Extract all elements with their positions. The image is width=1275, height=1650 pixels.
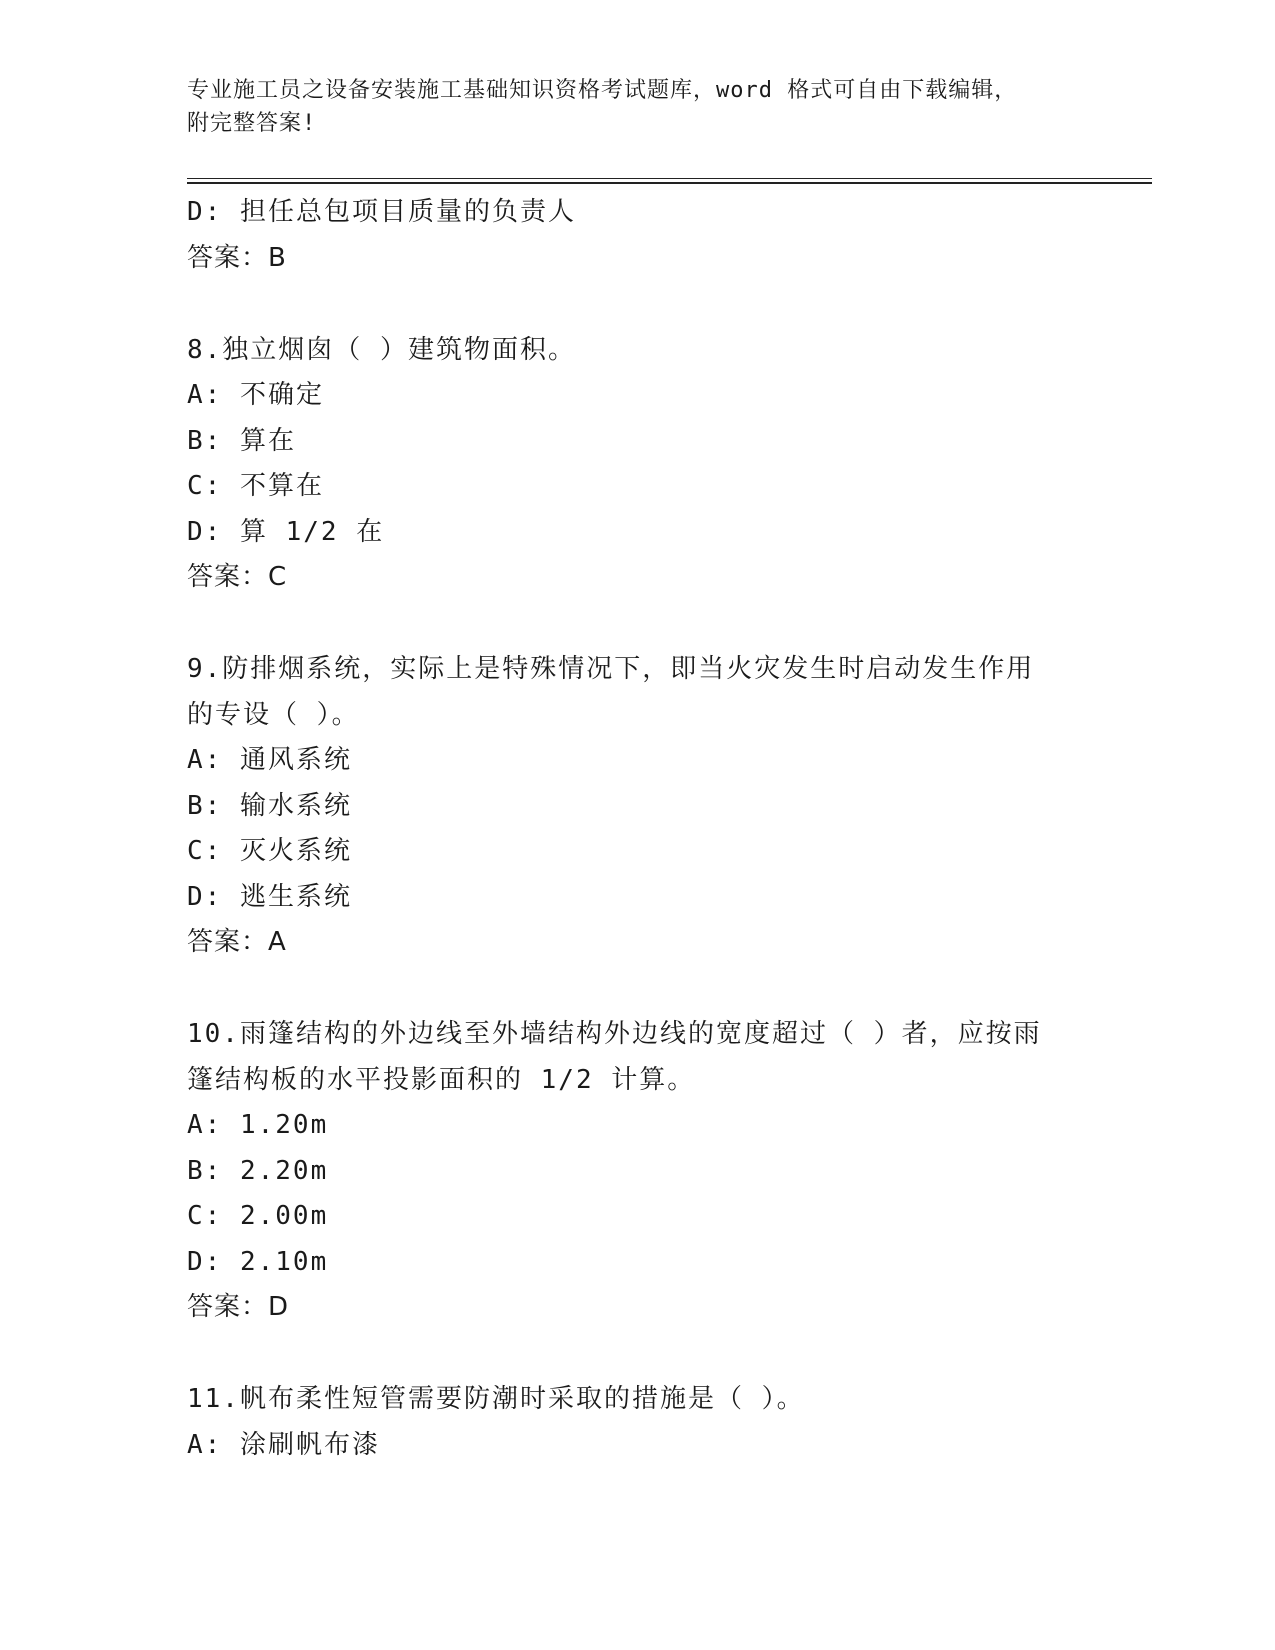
question-stem-line-1: 10.雨篷结构的外边线至外墙结构外边线的宽度超过（ ）者，应按雨 xyxy=(187,1019,1042,1049)
question-stem: 8.独立烟囱（ ）建筑物面积。 xyxy=(187,334,576,365)
option-a: A: 1.20m xyxy=(187,1110,329,1140)
option-a: A: 涂刷帆布漆 xyxy=(187,1429,380,1460)
option-c: C: 灭火系统 xyxy=(187,836,352,866)
header-line-1: 专业施工员之设备安装施工基础知识资格考试题库，word 格式可自由下载编辑， xyxy=(187,78,1018,103)
option-b: B: 算在 xyxy=(187,425,296,456)
option-d: D: 逃生系统 xyxy=(187,881,352,912)
question-8 xyxy=(187,328,1067,601)
question-stem-line-2: 的专设（ ）。 xyxy=(187,699,360,730)
document-header xyxy=(187,74,1067,140)
option-c: C: 2.00m xyxy=(187,1201,329,1231)
question-7-partial xyxy=(187,190,1067,281)
option-b: B: 2.20m xyxy=(187,1155,329,1186)
header-line-2: 附完整答案! xyxy=(187,111,317,136)
option-c: C: 不算在 xyxy=(187,471,324,501)
answer-line: 答案：D xyxy=(187,1292,290,1322)
question-10 xyxy=(187,1012,1067,1330)
question-stem-line-1: 9.防排烟系统，实际上是特殊情况下，即当火灾发生时启动发生作用 xyxy=(187,654,1035,684)
option-b: B: 输水系统 xyxy=(187,790,352,821)
question-stem: 11.帆布柔性短管需要防潮时采取的措施是（ ）。 xyxy=(187,1384,805,1414)
question-stem-line-2: 篷结构板的水平投影面积的 1/2 计算。 xyxy=(187,1064,696,1095)
question-list xyxy=(187,190,1067,1468)
answer-line: 答案：C xyxy=(187,562,288,592)
option-d: D: 2.10m xyxy=(187,1246,329,1277)
option-d: D: 担任总包项目质量的负责人 xyxy=(187,197,576,227)
answer-line: 答案：B xyxy=(187,242,287,273)
header-divider-thin xyxy=(187,178,1152,179)
option-a: A: 通风系统 xyxy=(187,745,352,775)
option-a: A: 不确定 xyxy=(187,380,324,410)
question-9 xyxy=(187,647,1067,965)
option-d: D: 算 1/2 在 xyxy=(187,516,385,547)
header-divider-thick xyxy=(187,182,1152,184)
question-11 xyxy=(187,1377,1067,1468)
answer-line: 答案：A xyxy=(187,927,287,957)
